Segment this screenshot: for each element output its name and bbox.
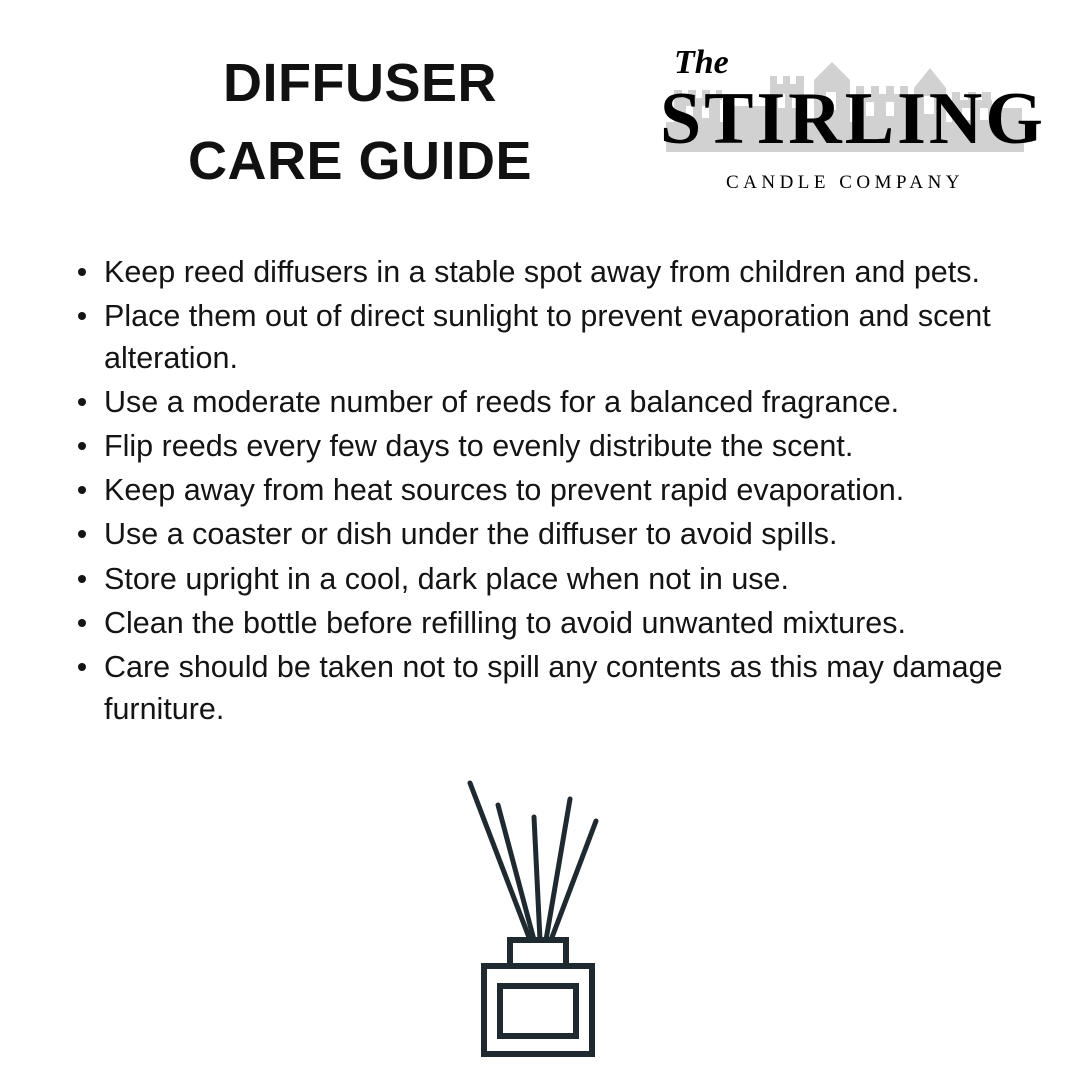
list-item: Use a coaster or dish under the diffuser to avoid spills. (68, 513, 1018, 555)
logo-the-text: The (674, 44, 729, 81)
header (0, 0, 1080, 205)
list-item: Clean the bottle before refilling to avoid unwanted mixtures. (68, 602, 1018, 644)
reed-diffuser-icon (450, 777, 630, 1062)
logo-subtitle: CANDLE COMPANY (725, 172, 965, 193)
page-title-line-2: CARE GUIDE (187, 131, 533, 192)
list-item: Store upright in a cool, dark place when not in use. (68, 558, 1018, 600)
brand-logo (660, 30, 1046, 205)
list-item: Place them out of direct sunlight to prevent evaporation and scent alteration. (68, 295, 1018, 379)
page-title (60, 30, 660, 201)
care-tips-list (0, 251, 1080, 730)
list-item: Keep reed diffusers in a stable spot away from children and pets. (68, 251, 1018, 293)
list-item: Flip reeds every few days to evenly distribute the scent. (68, 425, 1018, 467)
illustration-area (0, 777, 1080, 1062)
list-item: Use a moderate number of reeds for a balanced fragrance. (68, 381, 1018, 423)
list-item: Keep away from heat sources to prevent rapid evaporation. (68, 469, 1018, 511)
logo-brand-name: STIRLING (660, 78, 1046, 160)
page-title-line-1: DIFFUSER (223, 53, 497, 113)
list-item: Care should be taken not to spill any contents as this may damage furniture. (68, 646, 1018, 730)
